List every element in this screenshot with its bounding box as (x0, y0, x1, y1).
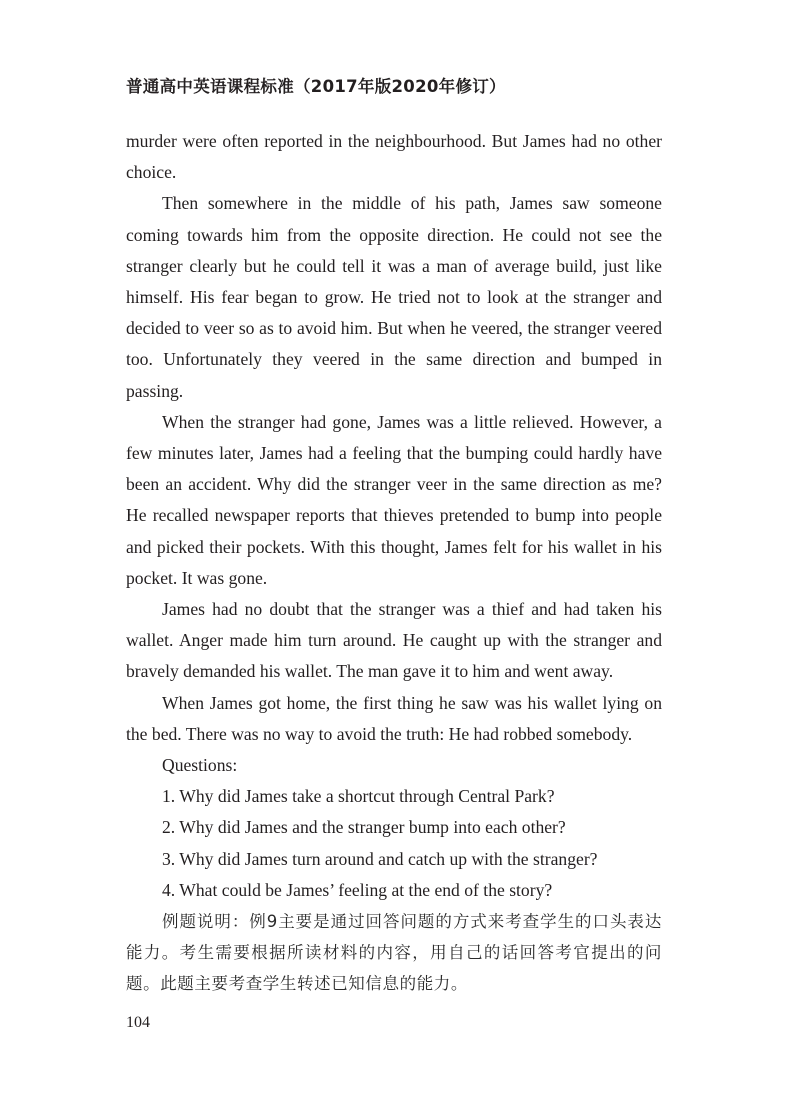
question-item: 2. Why did James and the stranger bump into each other? (162, 817, 566, 838)
paragraph: murder were often reported in the neighbourhood. But James had no other choice. (126, 131, 662, 183)
paragraph: When James got home, the first thing he saw was his wallet lying on the bed. There was no way to avoid the truth: He had robbed somebody. (126, 692, 662, 744)
question-item: 4. What could be James’ feeling at the end of the story? (162, 879, 553, 900)
page-number: 104 (126, 1014, 150, 1031)
paragraph: When the stranger had gone, James was a little relieved. However, a few minutes later, James had a feeling that the bumping could hardly have been an accident. Why did the stranger veer in the same direction as me? He recalled newspaper reports that thieves pretended to bump into people and picked their pockets. With this thought, James felt for his wallet in his pocket. It was gone. (126, 411, 662, 588)
example-explanation: 例题说明：例9主要是通过回答问题的方式来考查学生的口头表达能力。考生需要根据所读材料的内容，用自己的话回答考官提出的问题。此题主要考查学生转述已知信息的能力。 (126, 912, 662, 994)
paragraph: Then somewhere in the middle of his path, James saw someone coming towards him from the opposite direction. He could not see the stranger clearly but he could tell it was a man of average build, just like himself. His fear began to grow. He tried not to look at the stranger and decided to veer so as to avoid him. But when he veered, the stranger veered too. Unfortunately they veered in the same direction and bumped in passing. (126, 193, 662, 401)
page-header-title: 普通高中英语课程标准（2017年版2020年修订） (126, 77, 506, 96)
questions-label: Questions: (162, 755, 238, 776)
question-item: 1. Why did James take a shortcut through Central Park? (162, 786, 555, 807)
paragraph: James had no doubt that the stranger was a thief and had taken his wallet. Anger made him turn around. He caught up with the stranger and bravely demanded his wallet. The man gave it to him and went away. (126, 599, 662, 682)
main-text (126, 126, 662, 1000)
question-item: 3. Why did James turn around and catch up with the stranger? (162, 848, 598, 869)
